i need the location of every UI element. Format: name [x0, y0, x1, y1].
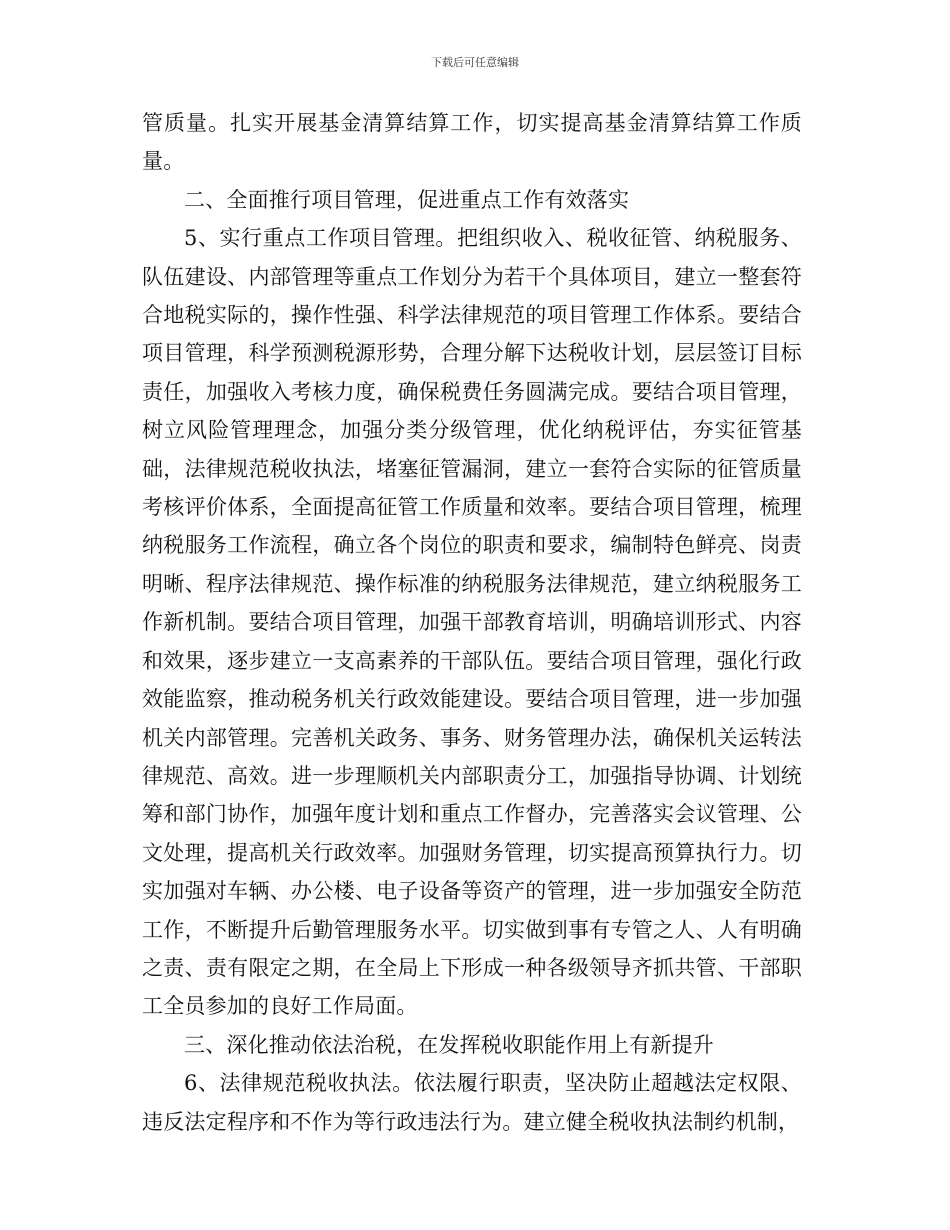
paragraph-item-6: 6、法律规范税收执法。依法履行职责，坚决防止超越法定权限、违反法定程序和不作为等行政违法行为。建立健全税收执法制约机制，: [142, 1071, 802, 1134]
section-heading-two: 二、全面推行项目管理，促进重点工作有效落实: [184, 187, 630, 212]
page-header: 下载后可任意编辑: [431, 56, 519, 69]
paragraph-item-5: 5、实行重点工作项目管理。把组织收入、税收征管、纳税服务、队伍建设、内部管理等重点工作划分为若干个具体项目，建立一整套符合地税实际的，操作性强、科学法律规范的项目管理工作体系。要结合项目管理，科学预测税源形势，合理分解下达税收计划，层层签订目标责任，加强收入考核力度，确保税费任务圆满完成。要结合项目管理，树立风险管理理念，加强分类分级管理，优化纳税评估，夯实征管基础，法律规范税收执法，堵塞征管漏洞，建立一套符合实际的征管质量考核评价体系，全面提高征管工作质量和效率。要结合项目管理，梳理纳税服务工作流程，确立各个岗位的职责和要求，编制特色鲜亮、岗责明晰、程序法律规范、操作标准的纳税服务法律规范，建立纳税服务工作新机制。要结合项目管理，加强干部教育培训，明确培训形式、内容和效果，逐步建立一支高素养的干部队伍。要结合项目管理，强化行政效能监察，推动税务机关行政效能建设。要结合项目管理，进一步加强机关内部管理。完善机关政务、事务、财务管理办法，确保机关运转法律规范、高效。进一步理顺机关内部职责分工，加强指导协调、计划统筹和部门协作，加强年度计划和重点工作督办，完善落实会议管理、公文处理，提高机关行政效率。加强财务管理，切实提高预算执行力。切实加强对车辆、办公楼、电子设备等资产的管理，进一步加强安全防范工作，不断提升后勤管理服务水平。切实做到事有专管之人、人有明确之责、责有限定之期，在全局上下形成一种各级领导齐抓共管、干部职工全员参加的良好工作局面。: [142, 226, 802, 1019]
document-body: [142, 104, 802, 1141]
paragraph-continuation: 管质量。扎实开展基金清算结算工作，切实提高基金清算结算工作质量。: [142, 111, 802, 174]
section-heading-three: 三、深化推动依法治税，在发挥税收职能作用上有新提升: [184, 1032, 714, 1057]
